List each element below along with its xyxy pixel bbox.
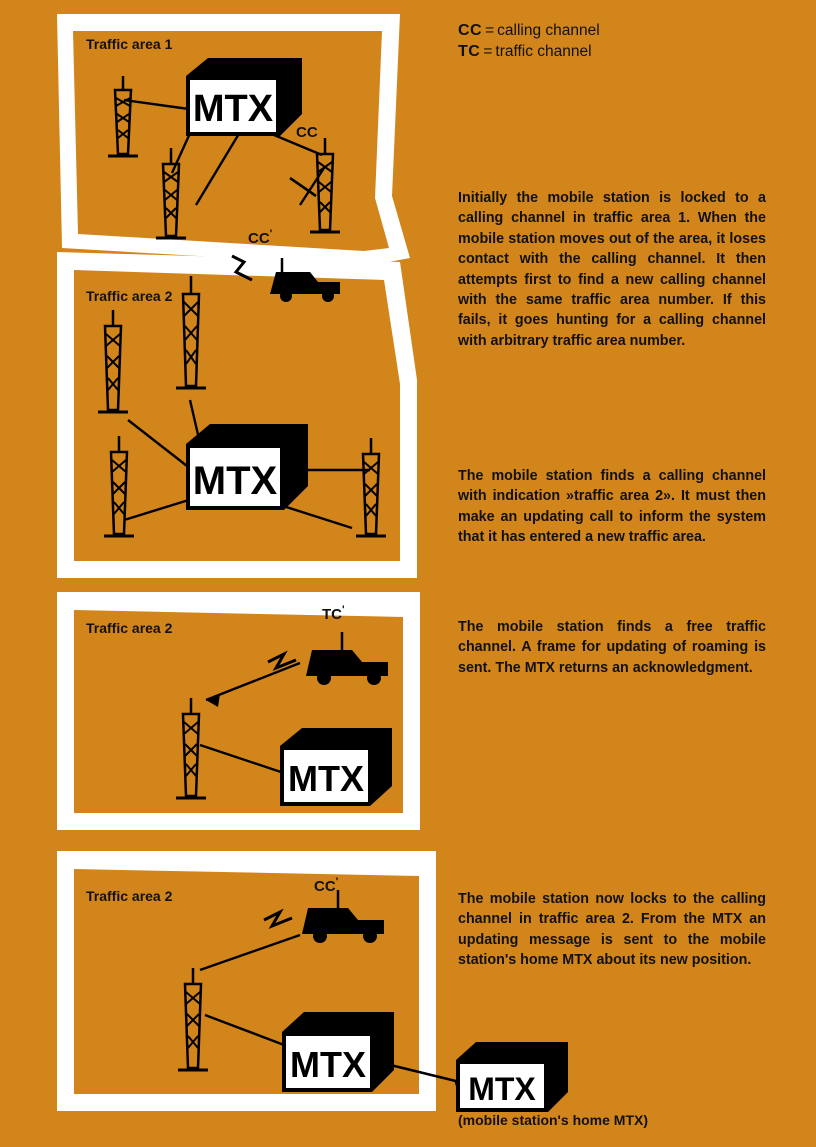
svg-text:MTX: MTX xyxy=(290,1044,366,1085)
paragraph-1: Initially the mobile station is locked to a calling channel in traffic area 1. When the mobile station moves out of the area, it loses contact with the calling channel. It then attempts first to find a new calling channel with the same traffic area number. If this fails, it goes hunting for a calling channel with arbitrary traffic area number. xyxy=(458,190,766,349)
legend-eq-tc: = xyxy=(483,43,493,60)
home-mtx-caption: (mobile station's home MTX) xyxy=(458,1112,649,1128)
mobile-station-car-icon xyxy=(296,890,388,946)
area-label-3: Traffic area 2 xyxy=(86,620,173,636)
legend-abbr-cc: CC xyxy=(458,22,483,39)
radio-mast-icon xyxy=(348,438,394,546)
area-label-1: Traffic area 1 xyxy=(86,36,173,52)
paragraph-4: The mobile station now locks to the calling channel in traffic area 2. From the MTX an updating message is sent to the mobile station's home MTX about its new position. xyxy=(458,891,766,969)
radio-mast-icon xyxy=(100,76,146,166)
mobile-station-car-icon xyxy=(300,632,392,688)
mtx-box-3 xyxy=(280,728,392,806)
svg-text:MTX: MTX xyxy=(288,758,364,799)
label-cc-prime-4: CC' xyxy=(314,876,339,895)
radio-mast-icon xyxy=(168,276,214,400)
radio-mast-icon xyxy=(148,148,194,248)
mtx-box-1 xyxy=(186,58,302,136)
area-label-4: Traffic area 2 xyxy=(86,888,173,904)
mtx-box-2 xyxy=(186,424,308,510)
legend-eq-cc: = xyxy=(485,22,495,39)
label-cc-prime-1: CC' xyxy=(248,228,273,247)
paragraph-2: The mobile station finds a calling channel with indication »traffic area 2». It must then make an updating call to inform the system that it has entered a new traffic area. xyxy=(458,468,766,546)
area-label-2: Traffic area 2 xyxy=(86,288,173,304)
radio-mast-icon xyxy=(170,968,216,1080)
legend-abbr-tc: TC xyxy=(458,43,481,60)
label-cc-1: CC xyxy=(296,124,318,141)
legend-text-cc: calling channel xyxy=(497,22,600,39)
radio-mast-icon xyxy=(96,436,142,546)
svg-text:MTX: MTX xyxy=(192,459,278,503)
radio-mast-icon xyxy=(90,310,136,422)
label-tc-prime-3: TC' xyxy=(322,604,345,623)
radio-mast-icon xyxy=(302,138,348,242)
mobile-station-car-icon xyxy=(266,258,344,304)
svg-text:MTX: MTX xyxy=(192,88,274,130)
legend-text-tc: traffic channel xyxy=(495,43,592,60)
svg-text:MTX: MTX xyxy=(468,1071,536,1107)
home-mtx-box xyxy=(456,1042,568,1112)
mtx-box-4 xyxy=(282,1012,394,1092)
radio-mast-icon xyxy=(168,698,214,808)
paragraph-3: The mobile station finds a free traffic channel. A frame for updating of roaming is sent. The MTX returns an acknowledgment. xyxy=(458,619,766,676)
